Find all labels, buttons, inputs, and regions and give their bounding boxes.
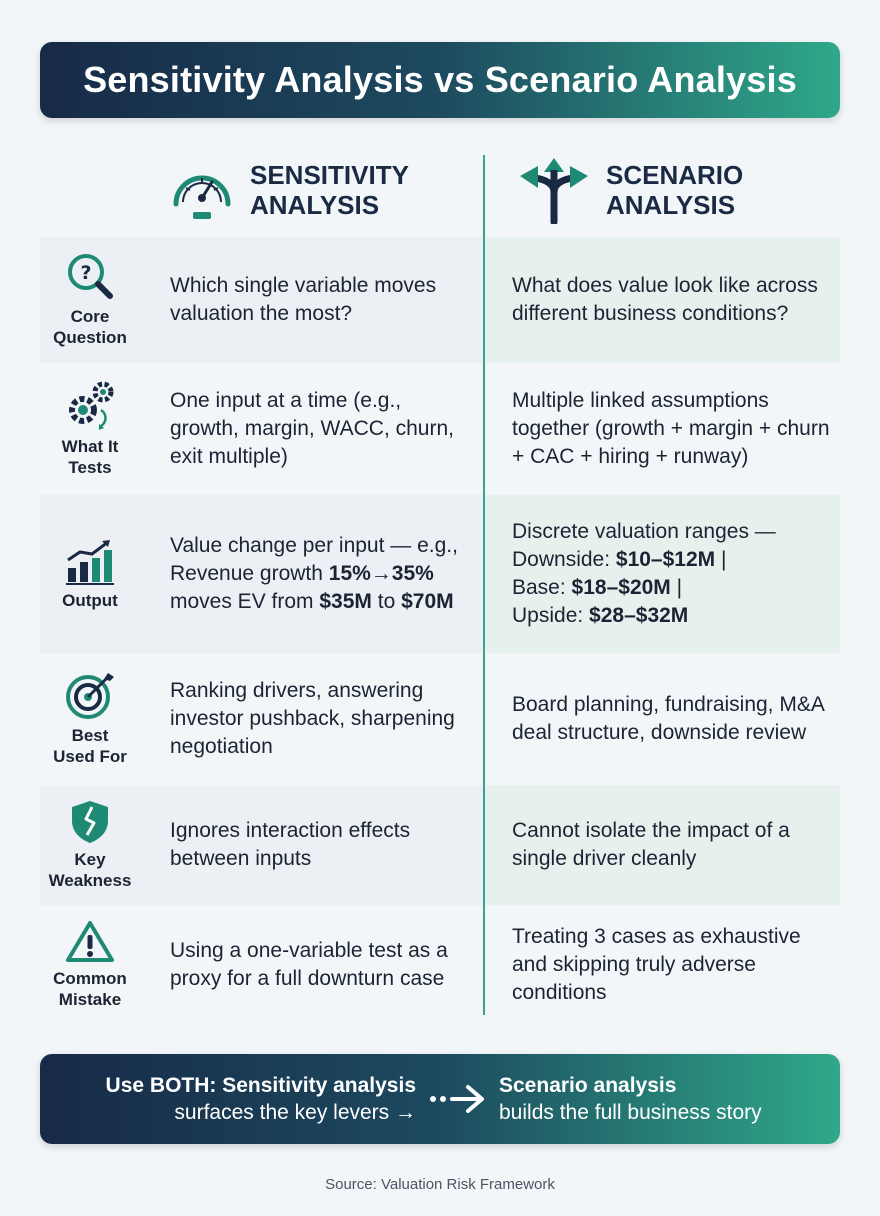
scenario-key-weakness: Cannot isolate the impact of a single driver cleanly	[512, 819, 790, 870]
row-label-line: Weakness	[48, 871, 132, 890]
title-banner	[40, 42, 840, 118]
svg-text:?: ?	[80, 262, 92, 284]
scenario-what-it-tests: Multiple linked assumptions together (growth + margin + churn + CAC + hiring + runway)	[512, 389, 830, 468]
target-icon	[64, 671, 116, 721]
row-label-line: Core	[70, 307, 110, 326]
question-magnifier-icon	[64, 252, 116, 302]
row-label-core-question	[40, 237, 140, 363]
footer-right-normal: builds the full business story	[499, 1101, 762, 1124]
sensitivity-best-used-for: Ranking drivers, answering investor pushback, sharpening negotiation	[170, 679, 455, 758]
scenario-header-line2: ANALYSIS	[606, 190, 736, 220]
table-row-output	[40, 495, 840, 653]
bar-chart-up-icon	[64, 538, 116, 586]
row-label-common-mistake	[40, 905, 140, 1025]
footer-banner	[40, 1054, 840, 1144]
warning-icon	[65, 920, 115, 964]
row-label-key-weakness	[40, 785, 140, 905]
row-label-line: Output	[62, 590, 118, 610]
footer-left-strong: Use BOTH: Sensitivity analysis	[105, 1074, 416, 1097]
row-label-line: Question	[53, 328, 127, 347]
row-label-best-used-for	[40, 653, 140, 785]
table-row-common-mistake	[40, 905, 840, 1025]
row-label-line: Used For	[53, 747, 127, 766]
row-label-line: Best	[71, 726, 109, 745]
row-label-what-it-tests	[40, 363, 140, 495]
sensitivity-what-it-tests: One input at a time (e.g., growth, margin, WACC, churn, exit multiple)	[170, 389, 454, 468]
page-title: Sensitivity Analysis vs Scenario Analysis	[83, 59, 797, 100]
row-label-line: Tests	[68, 458, 112, 477]
scenario-core-question: What does value look like across different business conditions?	[512, 274, 818, 325]
sensitivity-column-header	[168, 150, 409, 230]
sensitivity-core-question: Which single variable moves valuation the most?	[170, 274, 437, 325]
cracked-shield-icon	[68, 799, 112, 845]
sensitivity-header-line2: ANALYSIS	[250, 190, 380, 220]
scenario-best-used-for: Board planning, fundraising, M&A deal structure, downside review	[512, 693, 824, 744]
gears-icon	[63, 380, 117, 432]
table-row-core-question	[40, 237, 840, 363]
scenario-output: Discrete valuation ranges — Downside: $10–$12M | Base: $18–$20M | Upside: $28–$32M	[512, 520, 776, 627]
dashed-arrow-icon	[428, 1082, 490, 1116]
gauge-icon	[168, 158, 236, 222]
scenario-common-mistake: Treating 3 cases as exhaustive and skipping truly adverse conditions	[512, 925, 801, 1004]
scenario-header-line1: SCENARIO	[606, 160, 744, 190]
sensitivity-key-weakness: Ignores interaction effects between inputs	[170, 819, 411, 870]
row-label-line: Common	[53, 969, 127, 988]
row-label-output	[40, 495, 140, 653]
footer-right-strong: Scenario analysis	[499, 1074, 677, 1097]
row-label-line: What It	[61, 437, 119, 456]
sensitivity-common-mistake: Using a one-variable test as a proxy for a full downturn case	[170, 939, 448, 990]
footer-left-normal: surfaces the key levers →	[174, 1101, 416, 1124]
row-label-line: Mistake	[58, 990, 122, 1009]
table-row-key-weakness	[40, 785, 840, 905]
table-row-what-it-tests	[40, 363, 840, 495]
sensitivity-output: Value change per input — e.g., Revenue growth 15%→35% moves EV from $35M to $70M	[170, 534, 458, 613]
table-row-best-used-for	[40, 653, 840, 785]
source-caption: Source: Valuation Risk Framework	[325, 1176, 555, 1193]
sensitivity-header-line1: SENSITIVITY	[250, 160, 409, 190]
row-label-line: Key	[74, 850, 106, 869]
split-arrows-icon	[516, 156, 592, 224]
scenario-column-header	[516, 150, 743, 230]
